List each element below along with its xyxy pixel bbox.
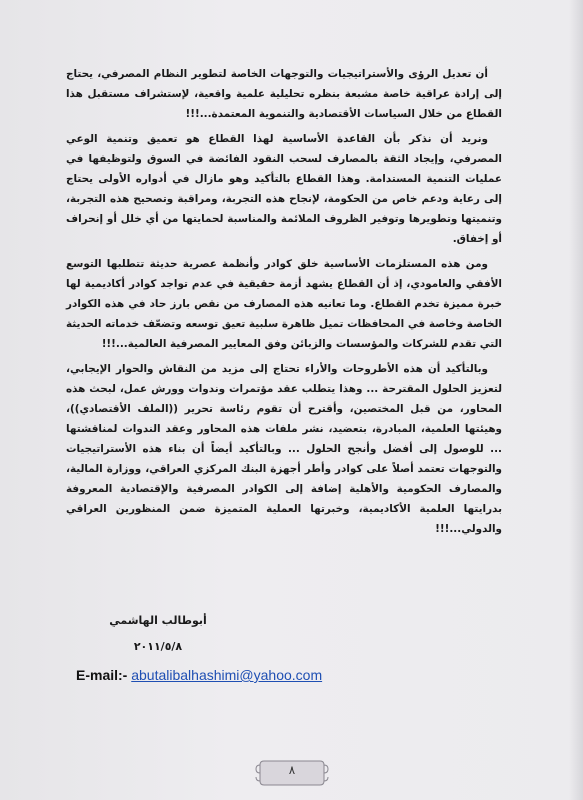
author-signature: أبوطالب الهاشمي bbox=[109, 614, 207, 627]
email-link[interactable]: abutalibalhashimi@yahoo.com bbox=[131, 667, 323, 683]
email-row bbox=[76, 667, 322, 683]
paragraph-3: ومن هذه المستلزمات الأساسية خلق كوادر وأنظمة عصرية حديثة تتطلبها التوسع الأفقي والعامودي، إذ أن القطاع يشهد أزمة حقيقية في عدم تواجد كوادر أكاديمية لها خبرة مميزة تخدم القطاع. وما تعانيه هذه المصارف من نقص بارز حاد في هذه الكوادر الخاصة وخاصة في المحافظات تميل ظاهرة سلبية تعيق توسعه وتضعّف خدماته الحديثة التي تقدم للشركات والمؤسسات والزبائن وفق المعايير المصرفية العالمية...!!! bbox=[66, 258, 502, 350]
paragraph-4: وبالتأكيد أن هذه الأطروحات والأراء تحتاج إلى مزيد من النقاش والحوار الإيجابي، لتعزيز الحلول المقترحة ... وهذا يتطلب عقد مؤتمرات وندوات وورش عمل، لبحث هذه المحاور، من قبل المختصين، وأقترح أن تقوم رئاسة تحرير ((الملف الأقتصادي))، وهيئتها العلمية، المبادرة، بتعضيد، نشر ملفات هذه المحاور وعقد الندوات لمناقشتها ... للوصول إلى أفضل وأنجح الحلول ... وبالتأكيد أيضاً أن بناء هذه الأستراتيجيات والتوجهات تعتمد أصلاً على كوادر وأطر أجهزة البنك المركزي العراقي، ووزارة المالية، والمصارف الحكومية والأهلية إضافة إلى الكوادر المصرفية والإقتصادية المعروفة بدرايتها العلمية الأكاديمية، وخبرتها العملية المتميزة ضمن المنظورين العراقي والدولي...!!! bbox=[66, 363, 502, 535]
paragraph-1: أن تعديل الرؤى والأستراتيجيات والتوجهات الخاصة لتطوير النظام المصرفي، يحتاج إلى إرادة عراقية خاصة مشبعة بنظره تحليلية علمية واقعية، لإستشراف مستقبل هذا القطاع من خلال السياسات الأقتصادية والتنموية المعتمدة...!!! bbox=[66, 68, 502, 120]
paragraph-2: ونريد أن نذكر بأن القاعدة الأساسية لهذا القطاع هو تعميق وتنمية الوعي المصرفي، وإيجاد الثقة بالمصارف لسحب النقود الفائضة في السوق ولتوظيفها في عمليات التنمية المستدامة. وهذا القطاع بالتأكيد وهو مازال في أدواره الأولى يحتاج إلى رعاية ودعم خاص من الحكومة، لإنجاح هذه التجربة، ومراقبة وتصحيح هذه التجربة، وتنميتها وتطويرها وتوفير الظروف الملائمة والمناسبة لحمايتها من أي خلل أو إنحراف أو إخفاق. bbox=[66, 133, 502, 245]
page-number-scroll bbox=[254, 755, 330, 789]
article-body bbox=[66, 64, 502, 544]
page-number: ٨ bbox=[288, 763, 296, 777]
signature-date: ٢٠١١/٥/٨ bbox=[133, 640, 183, 653]
email-label: E-mail:- bbox=[76, 667, 128, 683]
